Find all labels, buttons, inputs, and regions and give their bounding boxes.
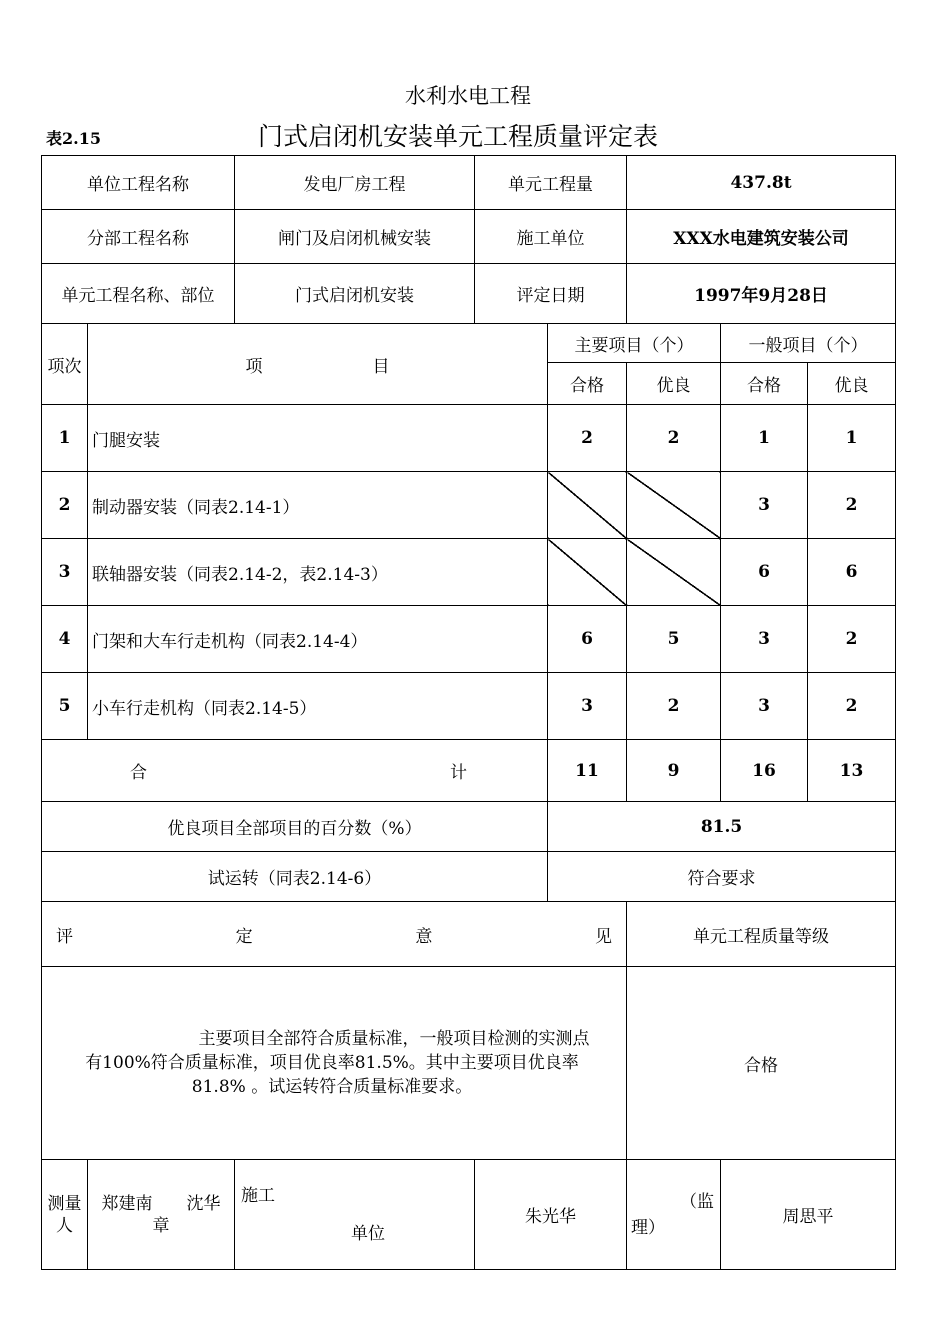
quantity-value: 437.8t bbox=[627, 156, 896, 210]
row-gen-excellent: 2 bbox=[808, 472, 896, 539]
construction-person: 朱光华 bbox=[475, 1160, 627, 1270]
row-main-excellent-na-slash bbox=[627, 472, 721, 539]
row-no: 2 bbox=[42, 472, 88, 539]
row-name: 门架和大车行走机构（同表2.14-4） bbox=[88, 606, 548, 673]
total-label bbox=[42, 740, 548, 802]
date-value: 1997年9月28日 bbox=[627, 264, 896, 324]
trial-value: 符合要求 bbox=[548, 852, 896, 902]
row-main-pass-na-slash bbox=[548, 472, 627, 539]
total-label-char-b: 计 bbox=[450, 763, 467, 783]
row-main-excellent: 2 bbox=[627, 405, 721, 472]
opinion-char: 评 bbox=[56, 926, 73, 947]
opinion-char: 见 bbox=[594, 926, 612, 947]
sub-project-label: 分部工程名称 bbox=[42, 210, 235, 264]
row-no: 5 bbox=[42, 673, 88, 740]
unit-project-value: 发电厂房工程 bbox=[235, 156, 475, 210]
construction-label-a: 施工 bbox=[241, 1185, 275, 1206]
total-label-char-a: 合 bbox=[130, 763, 147, 783]
opinion-header-row bbox=[42, 902, 896, 967]
form-title: 门式启闭机安装单元工程质量评定表 bbox=[257, 122, 658, 151]
row-gen-pass: 3 bbox=[721, 673, 808, 740]
info-row-unit bbox=[42, 156, 896, 210]
measurer-label bbox=[42, 1160, 88, 1270]
row-gen-excellent: 2 bbox=[808, 606, 896, 673]
contractor-value: XXX水电建筑安装公司 bbox=[627, 210, 896, 264]
opinion-char: 意 bbox=[415, 926, 433, 947]
general-group-header: 一般项目（个） bbox=[721, 324, 896, 363]
row-gen-pass: 1 bbox=[721, 405, 808, 472]
col-index-header: 项次 bbox=[42, 324, 88, 405]
gen-pass-header: 合格 bbox=[721, 363, 808, 405]
opinion-line-2: 有100%符合质量标准，项目优良率81.5%。其中主要项目优良率 bbox=[85, 1053, 579, 1073]
sub-project-value: 闸门及启闭机械安装 bbox=[235, 210, 475, 264]
table-row bbox=[42, 606, 896, 673]
row-main-pass-na-slash bbox=[548, 539, 627, 606]
measurer-names-text: 郑建南 沈华 bbox=[101, 1193, 221, 1214]
date-label: 评定日期 bbox=[475, 264, 627, 324]
row-main-excellent: 5 bbox=[627, 606, 721, 673]
row-main-excellent: 2 bbox=[627, 673, 721, 740]
percent-value: 81.5 bbox=[548, 802, 896, 852]
contractor-label: 施工单位 bbox=[475, 210, 627, 264]
header-row-1 bbox=[42, 324, 896, 363]
row-main-excellent-na-slash bbox=[627, 539, 721, 606]
percent-row bbox=[42, 802, 896, 852]
opinion-char: 定 bbox=[235, 926, 253, 947]
table-row bbox=[42, 472, 896, 539]
org-title: 水利水电工程 bbox=[405, 84, 531, 108]
main-excellent-header: 优良 bbox=[627, 363, 721, 405]
supervision-label-b: 理） bbox=[631, 1217, 665, 1238]
row-name: 门腿安装 bbox=[88, 405, 548, 472]
row-gen-excellent: 6 bbox=[808, 539, 896, 606]
table-row bbox=[42, 673, 896, 740]
row-no: 3 bbox=[42, 539, 88, 606]
grade-label: 单元工程质量等级 bbox=[627, 902, 896, 967]
construction-label-b: 单位 bbox=[351, 1223, 385, 1244]
table-number: 表2.15 bbox=[46, 129, 101, 148]
opinion-line-3: 81.8% 。试运转符合质量标准要求。 bbox=[191, 1077, 473, 1097]
measurer-names bbox=[88, 1160, 235, 1270]
col-item-char-b: 目 bbox=[372, 356, 390, 377]
element-value: 门式启闭机安装 bbox=[235, 264, 475, 324]
supervision-label bbox=[627, 1160, 721, 1270]
total-row bbox=[42, 740, 896, 802]
row-gen-pass: 3 bbox=[721, 606, 808, 673]
row-name: 小车行走机构（同表2.14-5） bbox=[88, 673, 548, 740]
opinion-body-row bbox=[42, 967, 896, 1160]
element-label: 单元工程名称、部位 bbox=[42, 264, 235, 324]
row-name: 制动器安装（同表2.14-1） bbox=[88, 472, 548, 539]
signature-row bbox=[42, 1160, 896, 1270]
construction-label bbox=[235, 1160, 475, 1270]
seal-text: 章 bbox=[152, 1215, 170, 1236]
row-main-pass: 2 bbox=[548, 405, 627, 472]
info-row-element bbox=[42, 264, 896, 324]
trial-row bbox=[42, 852, 896, 902]
table-row bbox=[42, 539, 896, 606]
row-gen-pass: 6 bbox=[721, 539, 808, 606]
main-pass-header: 合格 bbox=[548, 363, 627, 405]
row-gen-excellent: 2 bbox=[808, 673, 896, 740]
total-gen-pass: 16 bbox=[721, 740, 808, 802]
col-item-header bbox=[88, 324, 548, 405]
quantity-label: 单元工程量 bbox=[475, 156, 627, 210]
total-main-pass: 11 bbox=[548, 740, 627, 802]
main-group-header: 主要项目（个） bbox=[548, 324, 721, 363]
col-item-char-a: 项 bbox=[245, 356, 263, 377]
table-row bbox=[42, 405, 896, 472]
total-main-excellent: 9 bbox=[627, 740, 721, 802]
row-gen-pass: 3 bbox=[721, 472, 808, 539]
grade-value: 合格 bbox=[627, 967, 896, 1160]
opinion-label bbox=[42, 902, 627, 967]
gen-excellent-header: 优良 bbox=[808, 363, 896, 405]
percent-label: 优良项目全部项目的百分数（%） bbox=[42, 802, 548, 852]
row-no: 1 bbox=[42, 405, 88, 472]
opinion-line-1: 主要项目全部符合质量标准，一般项目检测的实测点 bbox=[198, 1029, 590, 1049]
row-main-pass: 3 bbox=[548, 673, 627, 740]
measurer-label-text: 测量人 bbox=[47, 1193, 82, 1236]
row-name: 联轴器安装（同表2.14-2，表2.14-3） bbox=[88, 539, 548, 606]
opinion-text bbox=[42, 967, 627, 1160]
supervision-person: 周思平 bbox=[721, 1160, 896, 1270]
unit-project-label: 单位工程名称 bbox=[42, 156, 235, 210]
info-row-sub bbox=[42, 210, 896, 264]
row-no: 4 bbox=[42, 606, 88, 673]
row-gen-excellent: 1 bbox=[808, 405, 896, 472]
total-gen-excellent: 13 bbox=[808, 740, 896, 802]
supervision-label-a: （监 bbox=[680, 1191, 714, 1212]
trial-label: 试运转（同表2.14-6） bbox=[42, 852, 548, 902]
row-main-pass: 6 bbox=[548, 606, 627, 673]
evaluation-table bbox=[41, 155, 896, 1270]
